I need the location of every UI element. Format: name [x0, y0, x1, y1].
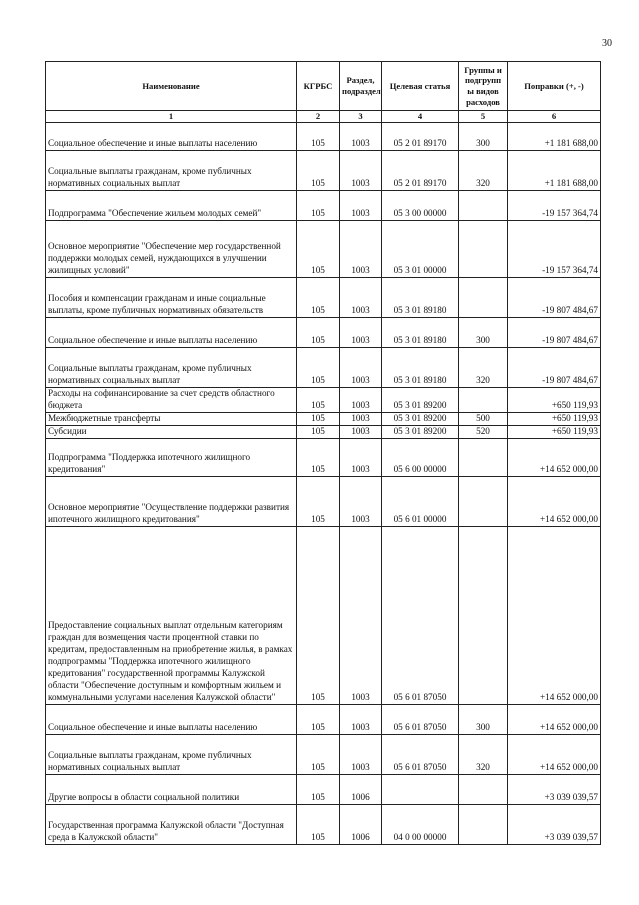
column-number: 4: [382, 111, 459, 123]
row-section: 1003: [340, 425, 382, 438]
header-section: Раздел, подраздел: [340, 62, 382, 111]
table-row: [46, 220, 601, 277]
row-expense-group: 520: [459, 425, 508, 438]
row-name: Социальные выплаты гражданам, кроме публичных нормативных социальных выплат: [46, 734, 297, 774]
row-section: 1003: [340, 150, 382, 190]
page-number: 30: [602, 38, 612, 49]
row-section: 1003: [340, 704, 382, 734]
row-section: 1003: [340, 220, 382, 277]
column-number: 2: [297, 111, 340, 123]
column-number: 5: [459, 111, 508, 123]
column-number-row: [46, 111, 601, 123]
row-expense-group: 320: [459, 734, 508, 774]
row-name: Социальные выплаты гражданам, кроме публичных нормативных социальных выплат: [46, 150, 297, 190]
table-row: [46, 387, 601, 412]
row-expense-group: [459, 277, 508, 317]
header-kgrbs: КГРБС: [297, 62, 340, 111]
row-kgrbs: 105: [297, 220, 340, 277]
row-amendment: +14 652 000,00: [508, 704, 601, 734]
row-kgrbs: 105: [297, 734, 340, 774]
column-number: 6: [508, 111, 601, 123]
column-number: 3: [340, 111, 382, 123]
header-amendment: Поправки (+, -): [508, 62, 601, 111]
row-target-article: 05 2 01 89170: [382, 122, 459, 150]
row-target-article: 05 6 01 00000: [382, 476, 459, 526]
row-section: 1003: [340, 277, 382, 317]
table-row: [46, 412, 601, 425]
row-section: 1003: [340, 476, 382, 526]
table-row: [46, 150, 601, 190]
row-amendment: -19 157 364,74: [508, 190, 601, 220]
row-target-article: 05 6 01 87050: [382, 526, 459, 704]
row-kgrbs: 105: [297, 438, 340, 476]
row-expense-group: [459, 438, 508, 476]
row-kgrbs: 105: [297, 804, 340, 844]
row-kgrbs: 105: [297, 526, 340, 704]
row-target-article: 05 3 01 89180: [382, 347, 459, 387]
row-expense-group: 320: [459, 150, 508, 190]
row-target-article: 05 6 01 87050: [382, 704, 459, 734]
row-name: Расходы на софинансирование за счет средств областного бюджета: [46, 387, 297, 412]
row-section: 1006: [340, 804, 382, 844]
row-amendment: +14 652 000,00: [508, 438, 601, 476]
row-expense-group: [459, 804, 508, 844]
row-amendment: +14 652 000,00: [508, 734, 601, 774]
row-amendment: +3 039 039,57: [508, 774, 601, 804]
row-target-article: [382, 774, 459, 804]
row-name: Подпрограмма "Поддержка ипотечного жилищного кредитования": [46, 438, 297, 476]
row-amendment: +1 181 688,00: [508, 122, 601, 150]
row-kgrbs: 105: [297, 277, 340, 317]
row-target-article: 05 6 01 87050: [382, 734, 459, 774]
table-row: [46, 122, 601, 150]
row-kgrbs: 105: [297, 317, 340, 347]
header-target: Целевая статья: [382, 62, 459, 111]
row-target-article: 05 6 00 00000: [382, 438, 459, 476]
row-kgrbs: 105: [297, 704, 340, 734]
row-section: 1003: [340, 190, 382, 220]
row-target-article: 05 2 01 89170: [382, 150, 459, 190]
row-amendment: +14 652 000,00: [508, 526, 601, 704]
row-kgrbs: 105: [297, 412, 340, 425]
row-target-article: 05 3 01 89180: [382, 277, 459, 317]
row-amendment: -19 807 484,67: [508, 317, 601, 347]
row-kgrbs: 105: [297, 387, 340, 412]
row-name: Государственная программа Калужской области "Доступная среда в Калужской области": [46, 804, 297, 844]
row-section: 1003: [340, 387, 382, 412]
row-kgrbs: 105: [297, 774, 340, 804]
budget-amendments-table: [45, 61, 601, 845]
row-expense-group: 300: [459, 122, 508, 150]
row-kgrbs: 105: [297, 425, 340, 438]
table-row: [46, 704, 601, 734]
row-amendment: +650 119,93: [508, 425, 601, 438]
row-name: Межбюджетные трансферты: [46, 412, 297, 425]
row-target-article: 05 3 00 00000: [382, 190, 459, 220]
row-amendment: +650 119,93: [508, 412, 601, 425]
header-row: [46, 62, 601, 111]
row-name: Пособия и компенсации гражданам и иные социальные выплаты, кроме публичных нормативных обязательств: [46, 277, 297, 317]
table-row: [46, 734, 601, 774]
row-section: 1003: [340, 526, 382, 704]
header-group: Группы и подгрупп ы видов расходов: [459, 62, 508, 111]
row-kgrbs: 105: [297, 476, 340, 526]
row-expense-group: [459, 774, 508, 804]
row-expense-group: [459, 220, 508, 277]
table-row: [46, 425, 601, 438]
row-target-article: 05 3 01 89200: [382, 387, 459, 412]
row-kgrbs: 105: [297, 122, 340, 150]
row-section: 1003: [340, 438, 382, 476]
row-name: Основное мероприятие "Обеспечение мер государственной поддержки молодых семей, нуждающихся в улучшении жилищных условий": [46, 220, 297, 277]
table-row: [46, 476, 601, 526]
row-expense-group: 320: [459, 347, 508, 387]
row-target-article: 05 3 01 89200: [382, 425, 459, 438]
row-target-article: 04 0 00 00000: [382, 804, 459, 844]
table-row: [46, 277, 601, 317]
row-amendment: -19 157 364,74: [508, 220, 601, 277]
table-row: [46, 774, 601, 804]
row-target-article: 05 3 01 89180: [382, 317, 459, 347]
row-name: Подпрограмма "Обеспечение жильем молодых семей": [46, 190, 297, 220]
row-section: 1003: [340, 347, 382, 387]
row-name: Социальные выплаты гражданам, кроме публичных нормативных социальных выплат: [46, 347, 297, 387]
row-kgrbs: 105: [297, 190, 340, 220]
row-target-article: 05 3 01 00000: [382, 220, 459, 277]
row-name: Субсидии: [46, 425, 297, 438]
row-name: Основное мероприятие "Осуществление поддержки развития ипотечного жилищного кредитования": [46, 476, 297, 526]
header-name: Наименование: [46, 62, 297, 111]
table-row: [46, 526, 601, 704]
row-section: 1003: [340, 734, 382, 774]
row-section: 1003: [340, 412, 382, 425]
row-amendment: -19 807 484,67: [508, 277, 601, 317]
row-section: 1006: [340, 774, 382, 804]
table-row: [46, 347, 601, 387]
row-amendment: +650 119,93: [508, 387, 601, 412]
row-section: 1003: [340, 122, 382, 150]
row-expense-group: [459, 476, 508, 526]
row-name: Социальное обеспечение и иные выплаты населению: [46, 704, 297, 734]
row-kgrbs: 105: [297, 150, 340, 190]
row-expense-group: [459, 190, 508, 220]
table-row: [46, 190, 601, 220]
row-name: Социальное обеспечение и иные выплаты населению: [46, 317, 297, 347]
table-row: [46, 317, 601, 347]
column-number: 1: [46, 111, 297, 123]
row-section: 1003: [340, 317, 382, 347]
row-name: Социальное обеспечение и иные выплаты населению: [46, 122, 297, 150]
row-amendment: +14 652 000,00: [508, 476, 601, 526]
row-kgrbs: 105: [297, 347, 340, 387]
row-amendment: +3 039 039,57: [508, 804, 601, 844]
table-row: [46, 804, 601, 844]
row-expense-group: 300: [459, 704, 508, 734]
row-name: Другие вопросы в области социальной политики: [46, 774, 297, 804]
row-expense-group: 300: [459, 317, 508, 347]
row-expense-group: 500: [459, 412, 508, 425]
row-name: Предоставление социальных выплат отдельным категориям граждан для возмещения части процентной ставки по кредитам, предоставленным на приобретение жилья, в рамках подпрограммы "Поддержка ипотечного жилищного кредитования" государственной программы Калужской области "Обеспечение доступным и комфортным жильем и коммунальными услугами населения Калужской области": [46, 526, 297, 704]
row-amendment: -19 807 484,67: [508, 347, 601, 387]
row-amendment: +1 181 688,00: [508, 150, 601, 190]
table-row: [46, 438, 601, 476]
row-target-article: 05 3 01 89200: [382, 412, 459, 425]
row-expense-group: [459, 387, 508, 412]
row-expense-group: [459, 526, 508, 704]
